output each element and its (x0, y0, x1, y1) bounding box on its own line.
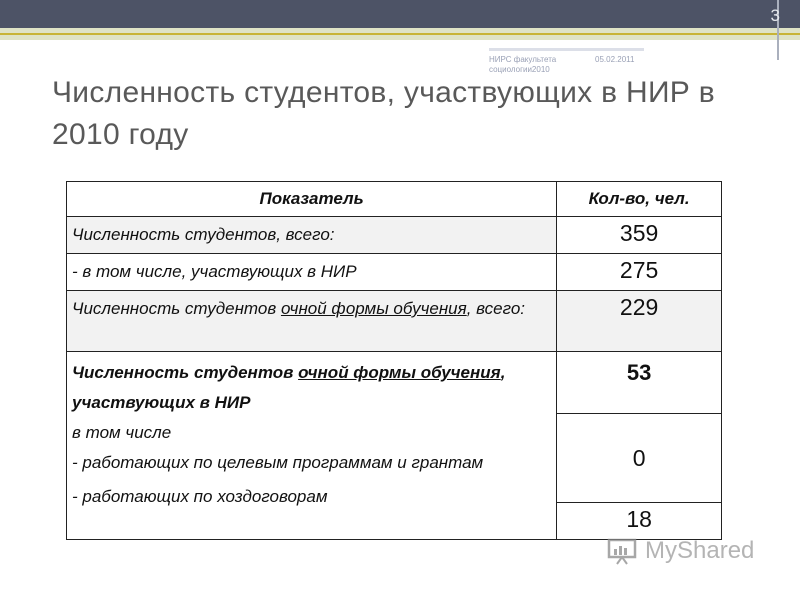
row-value: 18 (557, 503, 722, 540)
presentation-icon (607, 537, 639, 565)
table-header-row (67, 182, 722, 217)
watermark-text: MyShared (645, 537, 755, 564)
watermark (607, 537, 754, 565)
row-label: - в том числе, участвующих в НИР (67, 254, 557, 291)
header-indicator: Показатель (67, 182, 557, 217)
meta-footer-text: НИРС факультета социологии2010 (489, 55, 557, 74)
bold-label-part: Численность студентов (72, 363, 299, 382)
row-label: Численность студентов, всего: (67, 217, 557, 254)
data-table (66, 181, 722, 540)
bold-row-label (72, 358, 551, 418)
row-label (67, 291, 557, 352)
page-number: 3 (770, 6, 780, 25)
table-row (67, 254, 722, 291)
top-band (0, 0, 800, 28)
table-row (67, 217, 722, 254)
top-accent-line (0, 33, 800, 35)
bold-label-underlined: очной формы обучения (298, 363, 501, 382)
sub-row-label: - работающих по хоздоговорам (72, 487, 328, 506)
row-value: 53 (557, 352, 722, 414)
row-label-part: Численность студентов (72, 299, 281, 318)
row-value: 0 (557, 414, 722, 503)
row-value: 229 (557, 291, 722, 352)
bold-label-part: , участвующих в НИР (72, 363, 506, 412)
slide-title: Численность студентов, участвующих в НИР в 2010 году (52, 76, 715, 151)
meta-date: 05.02.2011 (595, 55, 635, 64)
row-value: 275 (557, 254, 722, 291)
header-count: Кол-во, чел. (557, 182, 722, 217)
sub-row-label: - работающих по целевым программам и грантам (72, 453, 484, 472)
table-row-bold (67, 352, 722, 414)
meta-bar (489, 48, 644, 51)
row-label-group (67, 352, 557, 540)
row-value: 359 (557, 217, 722, 254)
row-label-underlined: очной формы обучения (280, 299, 467, 318)
row-label-part: , всего: (466, 299, 525, 318)
table-row (67, 291, 722, 352)
sub-intro: в том числе (72, 423, 172, 442)
